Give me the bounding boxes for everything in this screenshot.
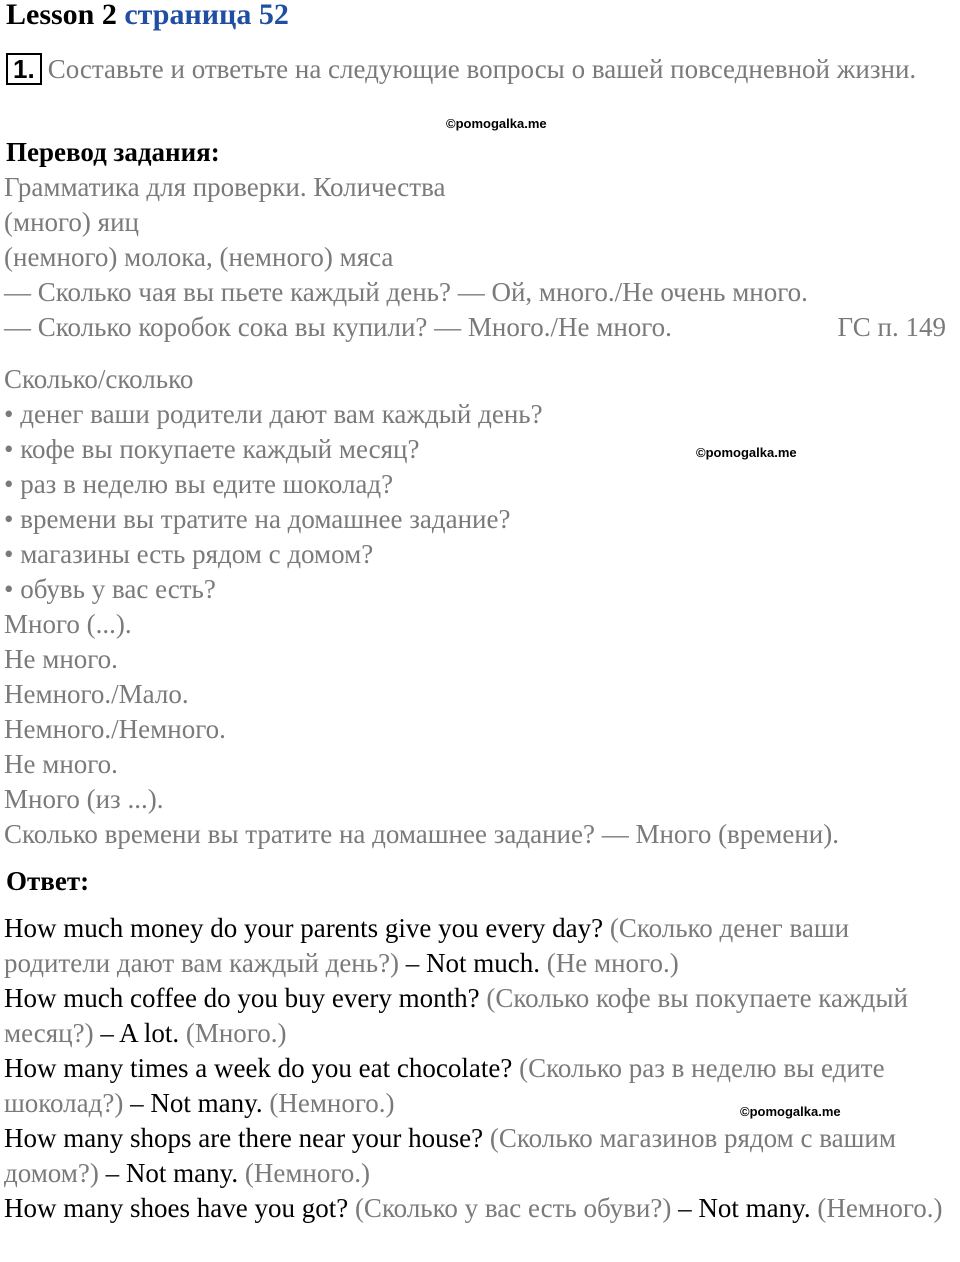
response-item: Много (из ...). (4, 784, 164, 814)
question-item: • денег ваши родители дают вам каждый день? (4, 399, 543, 429)
translation-line: (немного) молока, (немного) мяса (4, 242, 394, 272)
page-title (6, 0, 289, 34)
watermark: ©pomogalka.me (696, 445, 797, 460)
answer-reply-translation: (Немного.) (269, 1088, 395, 1118)
answer-heading: Ответ: (6, 866, 90, 896)
response-item: Немного./Немного. (4, 714, 226, 744)
answer-reply-translation: (Немного.) (817, 1193, 943, 1223)
translation-line: Грамматика для проверки. Количества (4, 172, 446, 202)
answer-reply-translation: (Не много.) (546, 948, 679, 978)
answer-item (4, 911, 960, 981)
answer-reply-translation: (Много.) (185, 1018, 287, 1048)
response-item: Много (...). (4, 609, 132, 639)
answer-question: How many times a week do you eat chocolate? (4, 1053, 513, 1083)
answer-question-translation: (Сколько денег ваши родители дают вам каждый день?) (4, 913, 850, 978)
answer-block (4, 911, 960, 1226)
answer-question-translation: (Сколько у вас есть обуви?) (354, 1193, 672, 1223)
translation-line: (много) яиц (4, 207, 139, 237)
questions-block (4, 362, 958, 852)
answer-question: How much money do your parents give you every day? (4, 913, 604, 943)
answer-reply: – Not many. (678, 1193, 811, 1223)
question-item: • раз в неделю вы едите шоколад? (4, 469, 394, 499)
answer-item (4, 1191, 960, 1226)
answer-reply: – Not many. (105, 1158, 239, 1188)
translation-heading: Перевод задания: (6, 137, 220, 167)
response-item: Немного./Мало. (4, 679, 189, 709)
watermark: ©pomogalka.me (446, 116, 547, 131)
question-item: • времени вы тратите на домашнее задание? (4, 504, 511, 534)
answer-item (4, 1121, 960, 1191)
watermark: ©pomogalka.me (740, 1104, 841, 1119)
translation-line-text: — Сколько коробок сока вы купили? — Много./Не много. (4, 312, 672, 342)
answer-reply-translation: (Немного.) (244, 1158, 370, 1188)
question-item: • кофе вы покупаете каждый месяц? (4, 434, 420, 464)
response-item: Сколько времени вы тратите на домашнее задание? — Много (времени). (4, 819, 839, 849)
lesson-label: Lesson 2 (6, 0, 117, 31)
task-number: 1. (6, 53, 42, 85)
translation-line (4, 310, 958, 345)
questions-intro: Сколько/сколько (4, 364, 194, 394)
question-item: • обувь у вас есть? (4, 574, 216, 604)
answer-question-translation: (Сколько кофе вы покупаете каждый месяц?) (4, 983, 908, 1048)
task-statement (6, 52, 956, 87)
answer-item (4, 981, 960, 1051)
answer-reply: – Not much. (405, 948, 541, 978)
task-text: Составьте и ответьте на следующие вопросы о вашей повседневной жизни. (47, 54, 917, 84)
translation-line: — Сколько чая вы пьете каждый день? — Ой, много./Не очень много. (4, 277, 808, 307)
answer-question: How much coffee do you buy every month? (4, 983, 480, 1013)
response-item: Не много. (4, 644, 118, 674)
question-item: • магазины есть рядом с домом? (4, 539, 374, 569)
answer-reply: – A lot. (100, 1018, 180, 1048)
answer-question-translation: (Сколько раз в неделю вы едите шоколад?) (4, 1053, 885, 1118)
answer-question: How many shoes have you got? (4, 1193, 349, 1223)
page-number-label: страница 52 (124, 0, 289, 31)
answer-reply: – Not many. (130, 1088, 263, 1118)
response-item: Не много. (4, 749, 118, 779)
answer-question: How many shops are there near your house? (4, 1123, 484, 1153)
grammar-reference: ГС п. 149 (837, 312, 946, 342)
translation-lines (4, 170, 958, 345)
answer-question-translation: (Сколько магазинов рядом с вашим домом?) (4, 1123, 896, 1188)
